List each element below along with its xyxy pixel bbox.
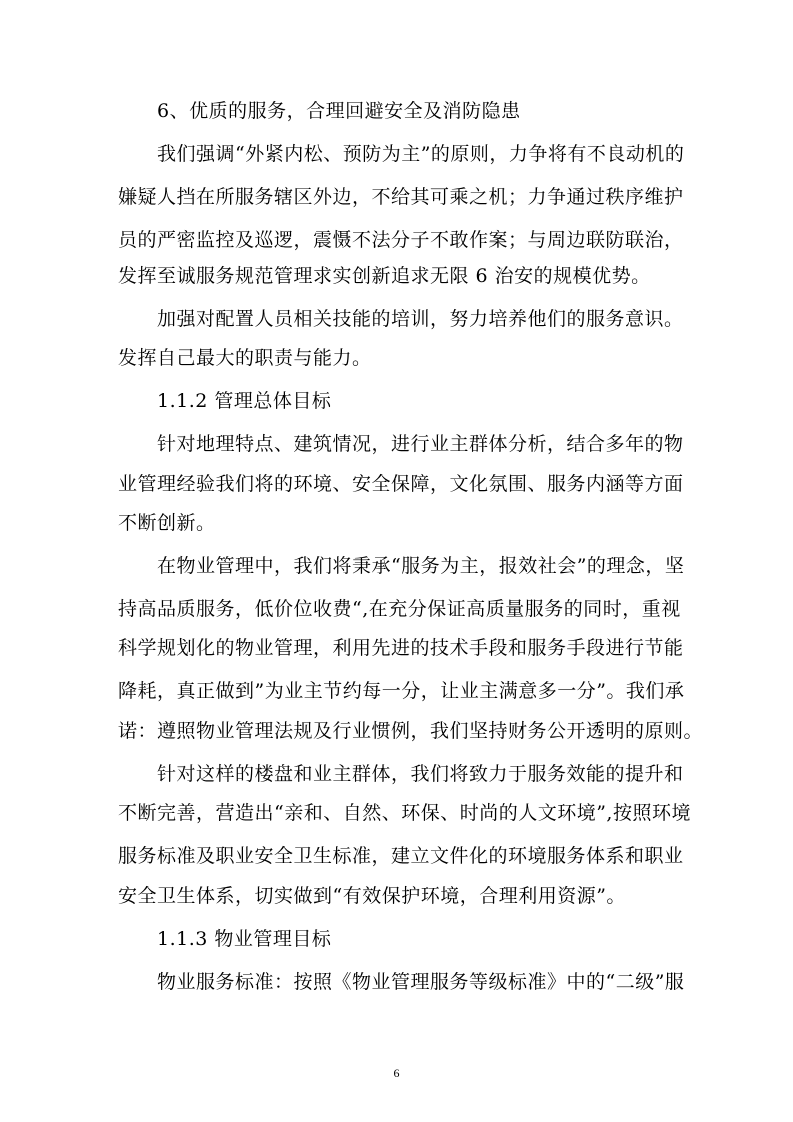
paragraph-line: 针对这样的楼盘和业主群体，我们将致力于服务效能的提升和 bbox=[157, 763, 684, 785]
paragraph-line: 我们强调“外紧内松、预防为主”的原则，力争将有不良动机的 bbox=[157, 143, 685, 165]
paragraph-line: 针对地理特点、建筑情况，进行业主群体分析，结合多年的物 bbox=[157, 433, 684, 455]
paragraph-line: 员的严密监控及巡逻，震慑不法分子不敢作案；与周边联防联治， bbox=[118, 229, 684, 251]
paragraph-line: 业管理经验我们将的环境、安全保障，文化氛围、服务内涵等方面 bbox=[118, 473, 684, 495]
paragraph-line: 降耗，真正做到”为业主节约每一分，让业主满意多一分”。我们承 bbox=[118, 680, 685, 702]
paragraph-line: 安全卫生体系，切实做到“有效保护环境，合理利用资源”。 bbox=[118, 885, 626, 907]
paragraph-line: 加强对配置人员相关技能的培训，努力培养他们的服务意识。 bbox=[157, 308, 684, 330]
paragraph-line: 不断创新。 bbox=[118, 512, 216, 534]
paragraph-line: 发挥至诚服务规范管理求实创新追求无限 6 治安的规模优势。 bbox=[118, 265, 651, 287]
section-heading-6: 6、优质的服务，合理回避安全及消防隐患 bbox=[157, 100, 521, 122]
paragraph-line: 发挥自己最大的职责与能力。 bbox=[118, 347, 372, 369]
paragraph-line: 持高品质服务，低价位收费“,在充分保证高质量服务的同时，重视 bbox=[118, 598, 681, 620]
page-number: 6 bbox=[393, 1066, 400, 1080]
paragraph-line: 科学规划化的物业管理，利用先进的技术手段和服务手段进行节能 bbox=[118, 637, 684, 659]
section-heading-1-1-3: 1.1.3 物业管理目标 bbox=[157, 928, 332, 950]
section-heading-1-1-2: 1.1.2 管理总体目标 bbox=[157, 390, 332, 412]
paragraph-line: 诺：遵照物业管理法规及行业惯例，我们坚持财务公开透明的原则。 bbox=[118, 720, 704, 742]
paragraph-line: 在物业管理中，我们将秉承“服务为主，报效社会”的理念，坚 bbox=[157, 555, 685, 577]
paragraph-line: 服务标准及职业安全卫生标准，建立文件化的环境服务体系和职业 bbox=[118, 845, 684, 867]
paragraph-line: 不断完善，营造出“亲和、自然、环保、时尚的人文环境”,按照环境 bbox=[118, 802, 691, 824]
paragraph-line: 嫌疑人挡在所服务辖区外边，不给其可乘之机；力争通过秩序维护 bbox=[118, 186, 684, 208]
paragraph-line: 物业服务标准：按照《物业管理服务等级标准》中的“二级”服 bbox=[157, 971, 685, 993]
